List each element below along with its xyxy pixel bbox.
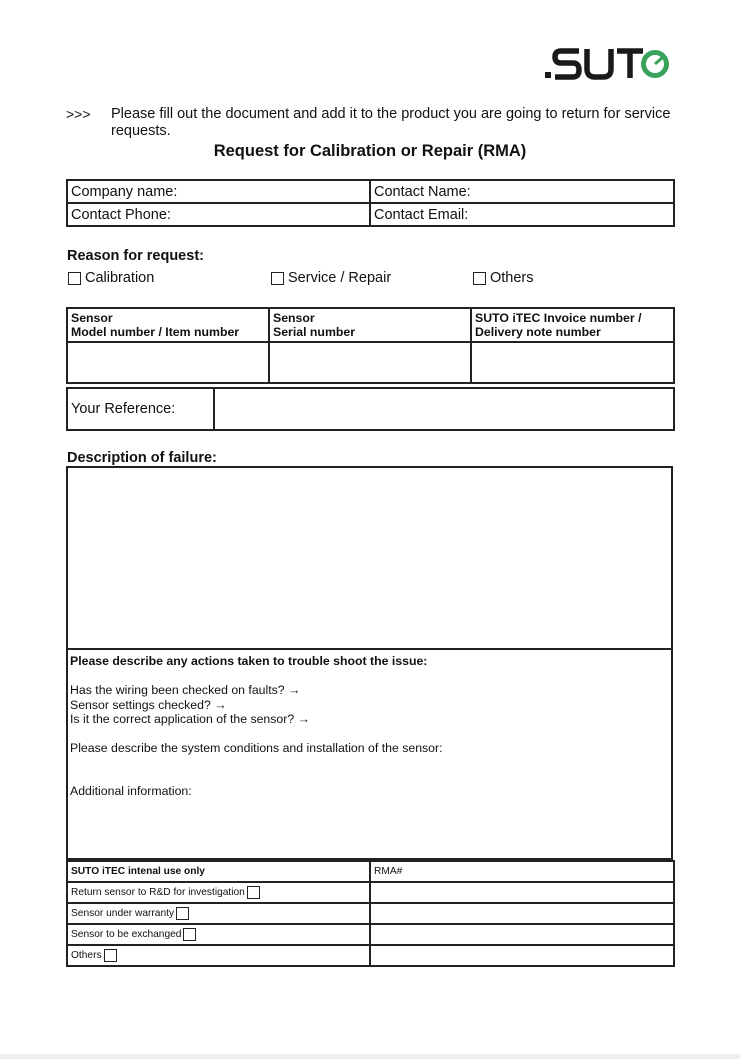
reference-label-cell — [67, 388, 214, 430]
sensor-serial-header — [269, 308, 471, 342]
others-label: Others — [490, 270, 534, 286]
internal-item-exchange[interactable] — [67, 924, 370, 945]
document-title: Request for Calibration or Repair (RMA) — [213, 142, 527, 160]
intro-marker: >>> — [66, 106, 91, 122]
reference-label: Your Reference: — [71, 401, 176, 417]
service-repair-checkbox[interactable] — [271, 272, 284, 285]
internal-item-warranty-label: Sensor under warranty — [71, 908, 175, 920]
reason-option-others[interactable] — [473, 268, 534, 288]
wiring-question: Has the wiring been checked on faults? → — [70, 683, 301, 697]
troubleshoot-title: Please describe any actions taken to trouble shoot the issue: — [70, 654, 428, 668]
additional-info-prompt: Additional information: — [70, 784, 192, 798]
contact-email-label: Contact Email: — [374, 206, 469, 223]
page-bottom-edge — [0, 1054, 740, 1059]
contact-name-label: Contact Name: — [374, 183, 471, 200]
internal-item-warranty[interactable] — [67, 903, 370, 924]
sensor-model-input[interactable] — [67, 342, 269, 383]
contact-phone-field[interactable] — [67, 203, 370, 226]
contact-table — [66, 179, 675, 227]
settings-question: Sensor settings checked? → — [70, 698, 227, 712]
internal-blank-4[interactable] — [370, 945, 674, 966]
internal-item-rnd[interactable] — [67, 882, 370, 903]
suto-logo — [541, 44, 671, 84]
company-name-field[interactable] — [67, 180, 370, 203]
internal-use-table — [66, 860, 675, 967]
exchange-checkbox[interactable] — [183, 928, 196, 941]
reason-option-service-repair[interactable] — [271, 268, 391, 288]
reason-option-calibration[interactable] — [68, 268, 154, 288]
invoice-header — [471, 308, 674, 342]
intro-text: Please fill out the document and add it to the product you are going to return for service requests. — [111, 106, 671, 139]
others-checkbox[interactable] — [473, 272, 486, 285]
sensor-serial-header-line2: Serial number — [273, 325, 356, 339]
contact-email-field[interactable] — [370, 203, 674, 226]
reason-title: Reason for request: — [67, 248, 204, 264]
rma-label: RMA# — [374, 866, 403, 877]
internal-item-exchange-label: Sensor to be exchanged — [71, 929, 182, 941]
invoice-header-line2: Delivery note number — [475, 325, 601, 339]
sensor-model-header — [67, 308, 269, 342]
internal-item-others-label: Others — [71, 950, 102, 962]
internal-blank-1[interactable] — [370, 882, 674, 903]
failure-title: Description of failure: — [67, 450, 217, 466]
reference-table — [66, 387, 675, 431]
invoice-header-line1: SUTO iTEC Invoice number / — [475, 311, 642, 325]
internal-item-others[interactable] — [67, 945, 370, 966]
warranty-checkbox[interactable] — [176, 907, 189, 920]
internal-blank-2[interactable] — [370, 903, 674, 924]
calibration-checkbox[interactable] — [68, 272, 81, 285]
calibration-label: Calibration — [85, 270, 155, 286]
sensor-serial-input[interactable] — [269, 342, 471, 383]
sensor-table — [66, 307, 675, 384]
internal-item-rnd-label: Return sensor to R&D for investigation — [71, 887, 245, 899]
service-repair-label: Service / Repair — [288, 270, 392, 286]
sensor-model-header-line1: Sensor — [71, 311, 113, 325]
contact-phone-label: Contact Phone: — [71, 206, 171, 223]
application-question: Is it the correct application of the sensor? → — [70, 712, 310, 726]
suto-logo-graphic — [541, 44, 671, 84]
rma-number-field[interactable] — [370, 861, 674, 882]
conditions-prompt: Please describe the system conditions and installation of the sensor: — [70, 741, 443, 755]
invoice-number-input[interactable] — [471, 342, 674, 383]
contact-name-field[interactable] — [370, 180, 674, 203]
rnd-checkbox[interactable] — [247, 886, 260, 899]
sensor-serial-header-line1: Sensor — [273, 311, 315, 325]
internal-others-checkbox[interactable] — [104, 949, 117, 962]
sensor-model-header-line2: Model number / Item number — [71, 325, 240, 339]
internal-blank-3[interactable] — [370, 924, 674, 945]
failure-divider — [66, 648, 673, 650]
reference-input[interactable] — [214, 388, 674, 430]
company-name-label: Company name: — [71, 183, 178, 200]
internal-use-title: SUTO iTEC intenal use only — [67, 861, 370, 882]
